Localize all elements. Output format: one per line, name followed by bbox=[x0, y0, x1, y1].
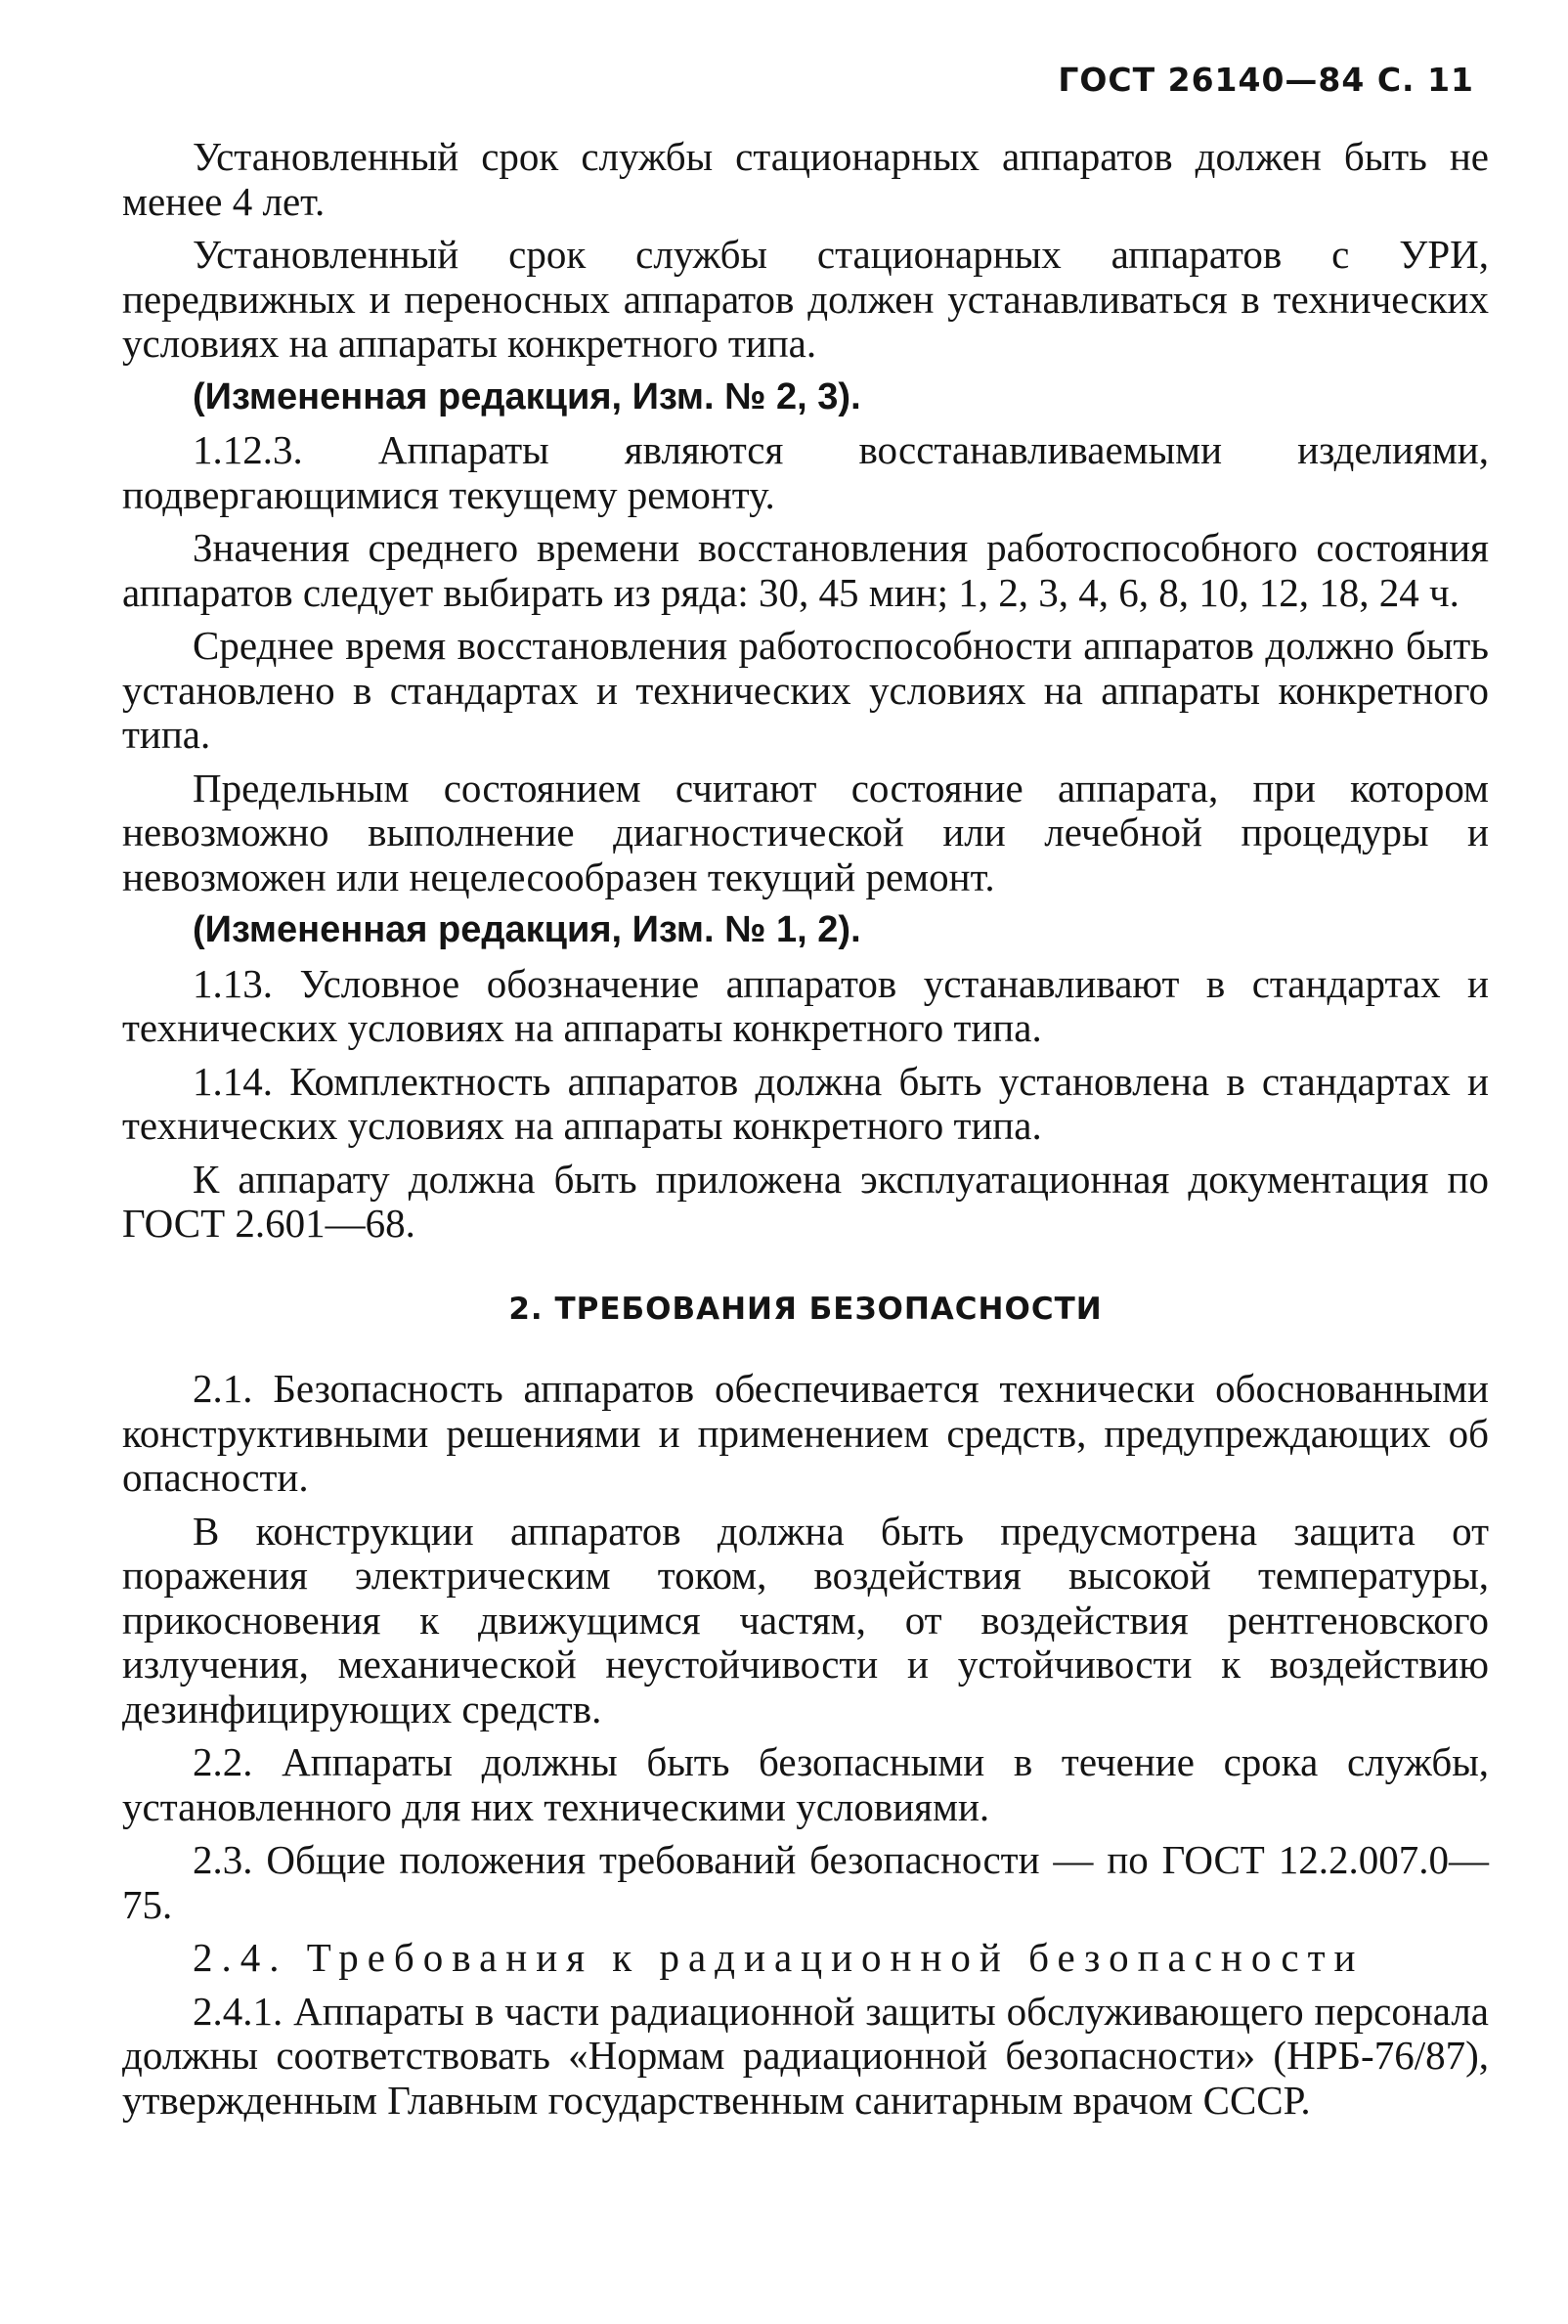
paragraph: К аппарату должна быть приложена эксплуатационная документация по ГОСТ 2.601—68. bbox=[122, 1156, 1489, 1246]
paragraph: Среднее время восстановления работоспособности аппаратов должно быть установлено в стандартах и технических условиях на аппараты конкретного типа. bbox=[122, 623, 1489, 757]
paragraph: Предельным состоянием считают состояние аппарата, при котором невозможно выполнение диагностической или лечебной процедуры и невозможен или нецелесообразен текущий ремонт. bbox=[122, 765, 1489, 899]
page-header: ГОСТ 26140—84 С. 11 bbox=[1058, 61, 1474, 99]
paragraph: В конструкции аппаратов должна быть предусмотрена защита от поражения электрическим током, воздействия высокой температуры, прикосновения к движущимся частям, от воздействия рентгеновского излучения, механической неустойчивости и устойчивости к воздействию дезинфицирующих средств. bbox=[122, 1508, 1489, 1732]
section-title: 2. ТРЕБОВАНИЯ БЕЗОПАСНОСТИ bbox=[508, 1291, 1103, 1327]
paragraph: Установленный срок службы стационарных аппаратов с УРИ, передвижных и переносных аппаратов должен устанавливаться в технических условиях на аппараты конкретного типа. bbox=[122, 232, 1489, 366]
paragraph: Значения среднего времени восстановления работоспособного состояния аппаратов следует выбирать из ряда: 30, 45 мин; 1, 2, 3, 4, 6, 8, 10, 12, 18, 24 ч. bbox=[122, 525, 1489, 615]
paragraph: Установленный срок службы стационарных аппаратов должен быть не менее 4 лет. bbox=[122, 134, 1489, 224]
paragraph: 2.1. Безопасность аппаратов обеспечивается технически обоснованными конструктивными решениями и применением средств, предупреждающих об опасности. bbox=[122, 1366, 1489, 1500]
paragraph: 2.4.1. Аппараты в части радиационной защиты обслуживающего персонала должны соответствовать «Нормам радиационной безопасности» (НРБ-76/87), утвержденным Главным государственным санитарным врачом СССР. bbox=[122, 1988, 1489, 2123]
subsection-title: 2.4. Требования к радиационной безопасности bbox=[193, 1935, 1365, 1980]
amendment-note: (Измененная редакция, Изм. № 2, 3). bbox=[193, 375, 861, 417]
paragraph: 1.14. Комплектность аппаратов должна быть установлена в стандартах и технических условиях на аппараты конкретного типа. bbox=[122, 1058, 1489, 1148]
amendment-note: (Измененная редакция, Изм. № 1, 2). bbox=[193, 909, 861, 950]
document-body bbox=[122, 135, 1489, 2131]
paragraph: 1.12.3. Аппараты являются восстанавливаемыми изделиями, подвергающимися текущему ремонту. bbox=[122, 427, 1489, 517]
paragraph: 2.2. Аппараты должны быть безопасными в течение срока службы, установленного для них техническими условиями. bbox=[122, 1739, 1489, 1829]
paragraph: 2.3. Общие положения требований безопасности — по ГОСТ 12.2.007.0—75. bbox=[122, 1837, 1489, 1927]
paragraph: 1.13. Условное обозначение аппаратов устанавливают в стандартах и технических условиях на аппараты конкретного типа. bbox=[122, 960, 1489, 1050]
